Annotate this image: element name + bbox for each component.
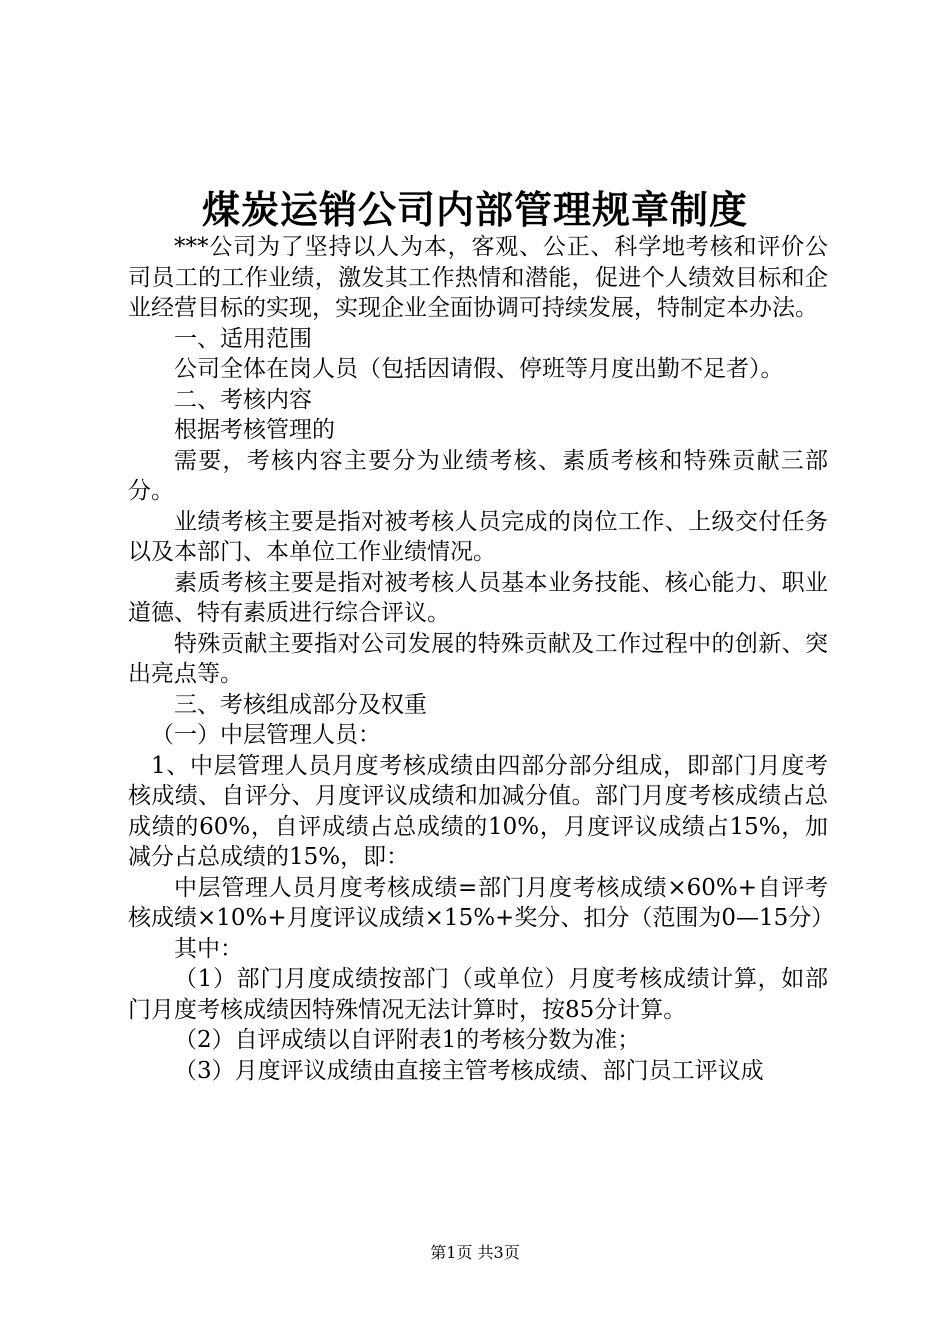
quality-paragraph: 素质考核主要是指对被考核人员基本业务技能、核心能力、职业道德、特有素质进行综合评议。 xyxy=(128,569,828,626)
contribution-paragraph: 特殊贡献主要指对公司发展的特殊贡献及工作过程中的创新、突出亮点等。 xyxy=(128,630,828,687)
note-item-2: （2）自评成绩以自评附表1的考核分数为准； xyxy=(174,1027,641,1053)
section-heading-scope: 一、适用范围 xyxy=(174,325,312,352)
middle-managers-paragraph: 1、中层管理人员月度考核成绩由四部分部分组成，即部门月度考核成绩、自评分、月度评议成绩和加减分值。部门月度考核成绩占总成绩的60%，自评成绩占总成绩的10%，月度评议成绩占15%，加减分占总成绩的15%，即： xyxy=(128,752,828,870)
subsection-heading-middle-managers: （一）中层管理人员： xyxy=(151,722,381,748)
formula-paragraph: 中层管理人员月度考核成绩=部门月度考核成绩×60%+自评考核成绩×10%+月度评议成绩×15%+奖分、扣分（范围为0—15分） xyxy=(128,874,835,931)
content-paragraph: 需要，考核内容主要分为业绩考核、素质考核和特殊贡献三部分。 xyxy=(128,447,828,504)
page-number-footer: 第1页 共3页 xyxy=(430,1243,520,1262)
section-heading-content: 二、考核内容 xyxy=(174,386,312,413)
note-item-3: （3）月度评议成绩由直接主管考核成绩、部门员工评议成 xyxy=(174,1057,764,1084)
content-paragraph-start: 根据考核管理的 xyxy=(174,417,335,443)
intro-paragraph: ***公司为了坚持以人为本，客观、公正、科学地考核和评价公司员工的工作业绩，激发其工作热情和潜能，促进个人绩效目标和企业经营目标的实现，实现企业全面协调可持续发展，特制定本办法。 xyxy=(128,234,828,321)
scope-paragraph: 公司全体在岗人员（包括因请假、停班等月度出勤不足者）。 xyxy=(174,356,784,382)
document-title: 煤炭运销公司内部管理规章制度 xyxy=(201,187,748,232)
notes-heading: 其中： xyxy=(174,935,243,962)
document-body xyxy=(128,232,835,1086)
note-item-1: （1）部门月度成绩按部门（或单位）月度考核成绩计算，如部门月度考核成绩因特殊情况无法计算时，按85分计算。 xyxy=(128,966,828,1023)
performance-paragraph: 业绩考核主要是指对被考核人员完成的岗位工作、上级交付任务以及本部门、本单位工作业绩情况。 xyxy=(128,508,828,565)
section-heading-weights: 三、考核组成部分及权重 xyxy=(174,691,427,718)
